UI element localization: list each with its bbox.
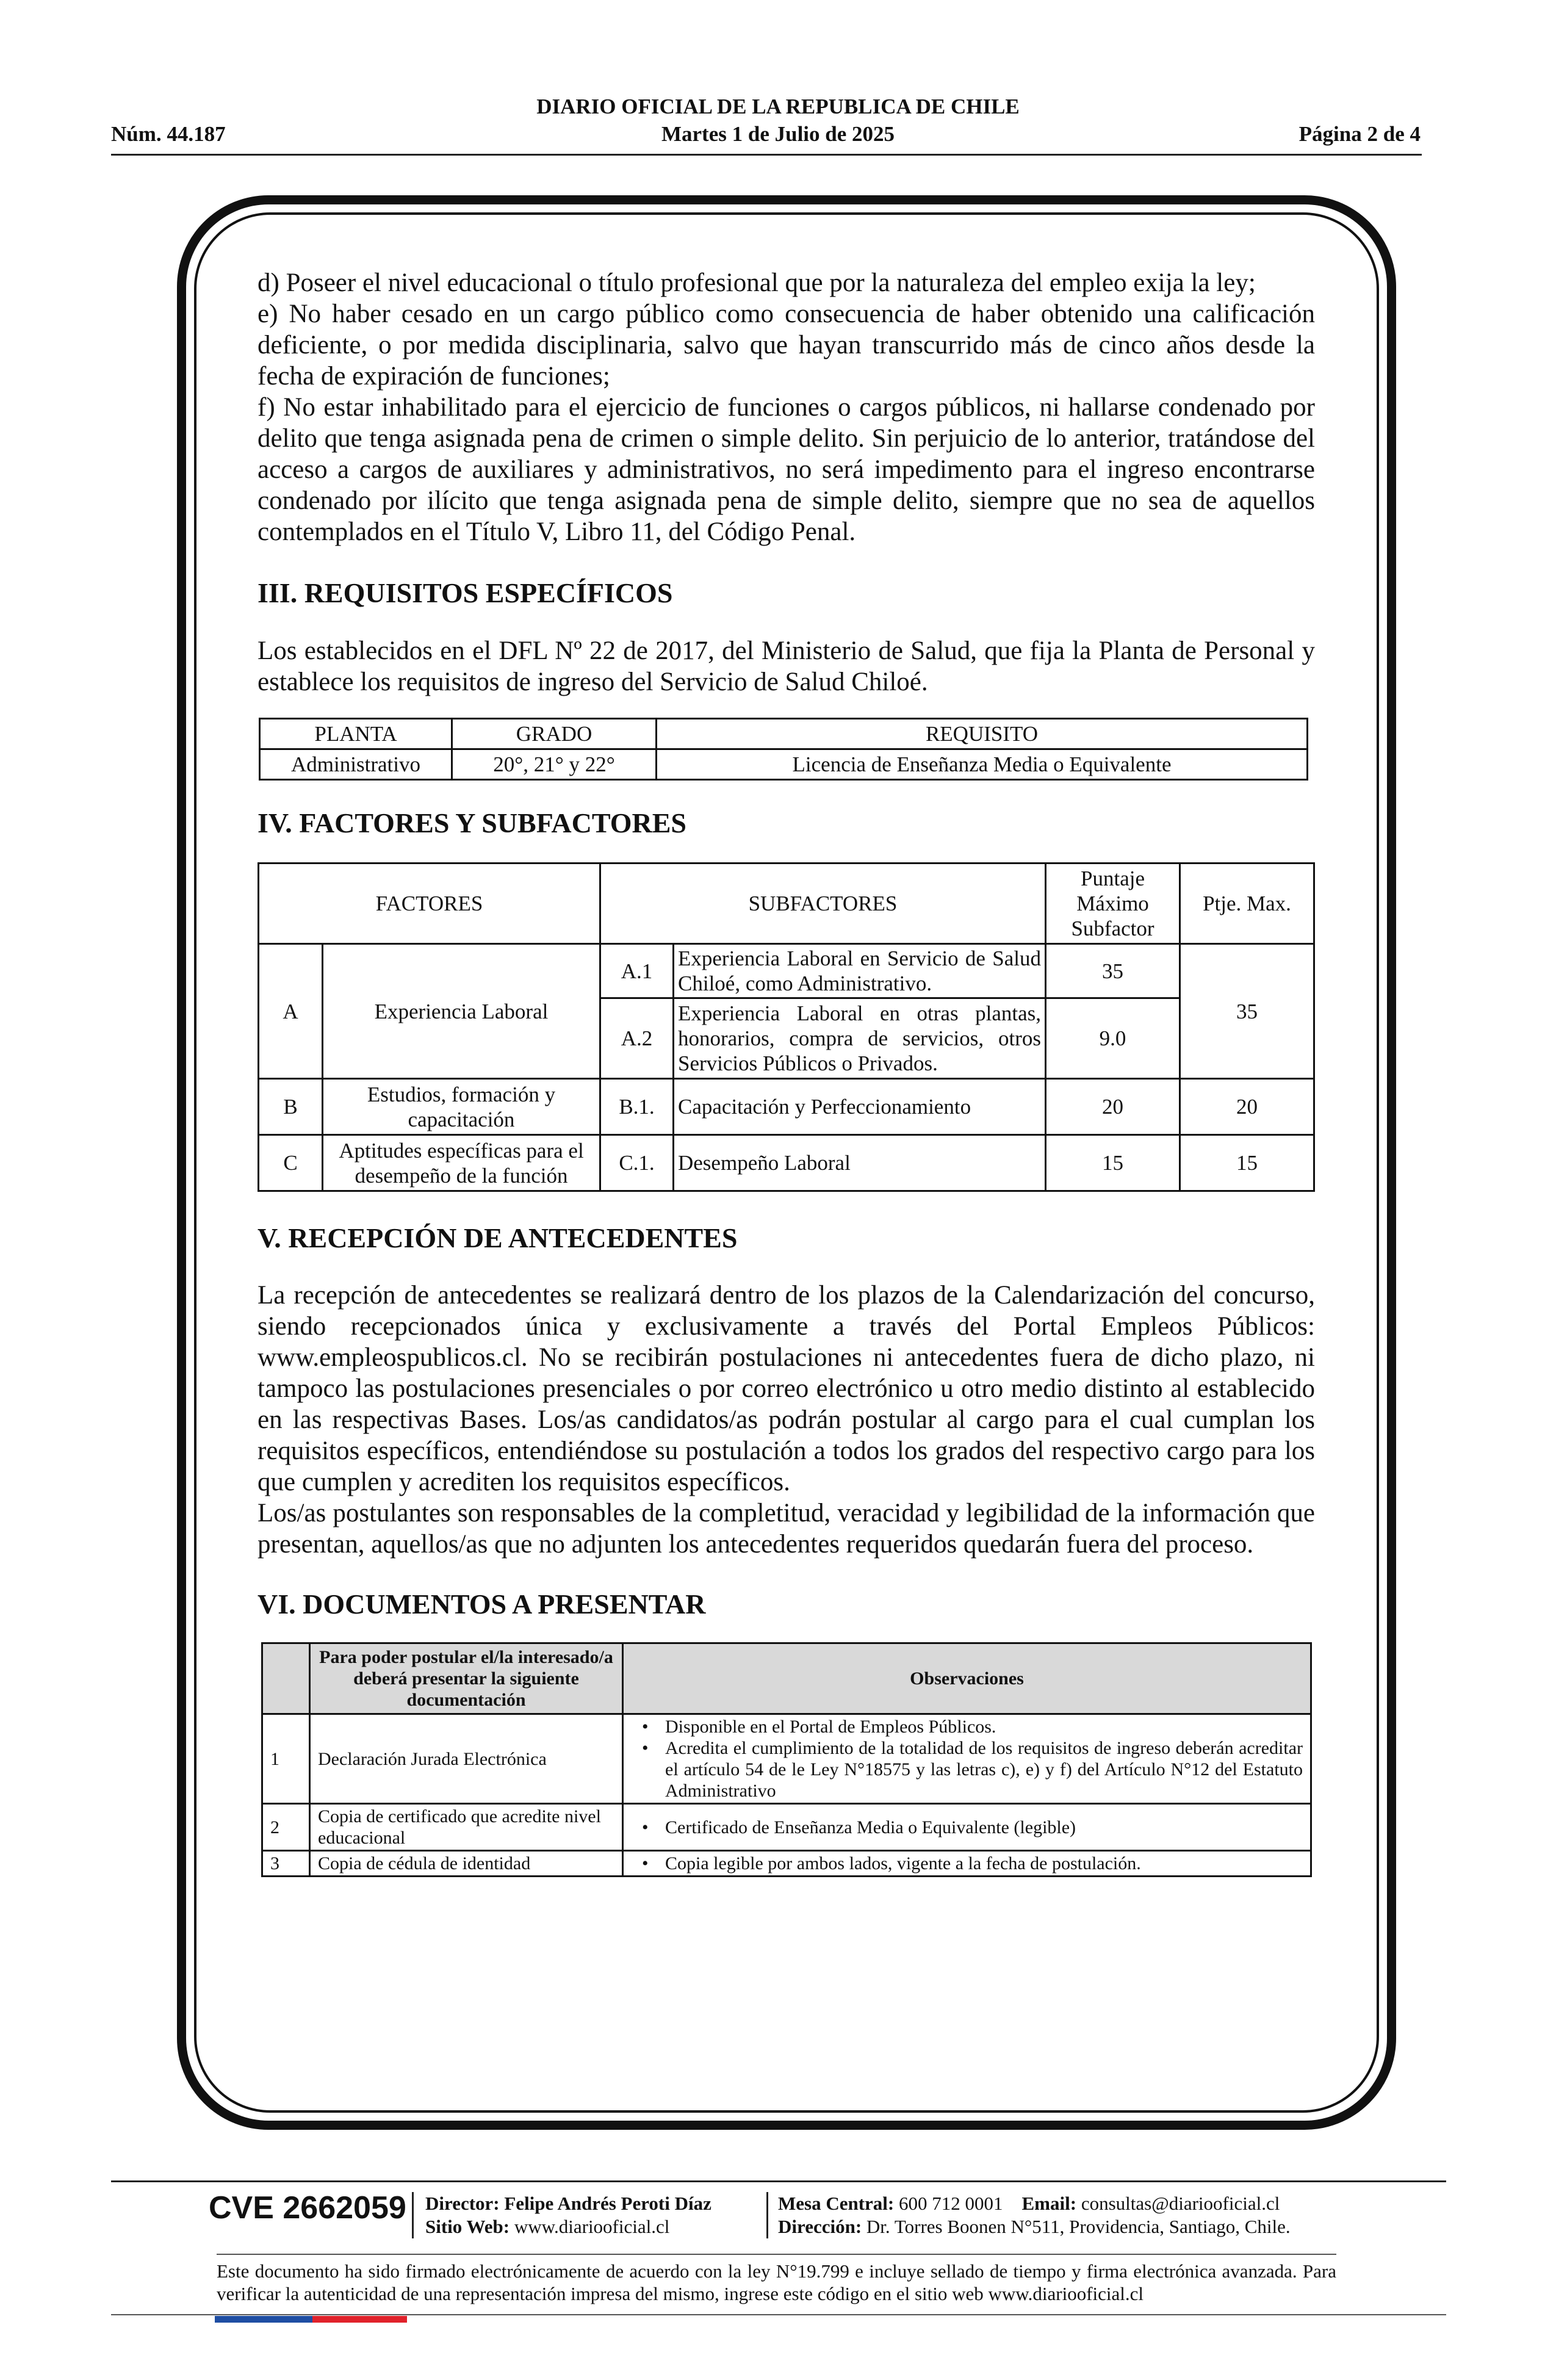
mesa-label: Mesa Central: (778, 2193, 895, 2214)
subfactor-code: A.2 (600, 998, 674, 1079)
site-label: Sitio Web: (425, 2216, 510, 2237)
documents-table (261, 1642, 1312, 1877)
cve-code: CVE 2662059 (209, 2190, 406, 2226)
table-row (259, 944, 1314, 998)
section-heading-requisitos: III. REQUISITOS ESPECÍFICOS (258, 577, 673, 608)
table-header-cell: Observaciones (623, 1643, 1311, 1714)
factor-max: 35 (1180, 944, 1314, 1079)
observations (623, 1851, 1311, 1877)
table-header-cell: GRADO (452, 719, 657, 749)
factor-name: Estudios, formación y capacitación (323, 1079, 600, 1135)
footer-contact-block (778, 2192, 1291, 2238)
document-name: Declaración Jurada Electrónica (310, 1714, 623, 1804)
section-heading-recepcion: V. RECEPCIÓN DE ANTECEDENTES (258, 1222, 738, 1253)
table-header-cell: PLANTA (260, 719, 452, 749)
section-text-recepcion-2: Los/as postulantes son responsables de la completitud, veracidad y legibilidad de la información que presentan, aquellos/as que no adjunten los antecedentes requeridos quedarán fuera del proceso. (258, 1499, 1315, 1559)
document-body (258, 267, 1315, 1877)
factor-name: Aptitudes específicas para el desempeño de la función (323, 1135, 600, 1191)
issue-date: Martes 1 de Julio de 2025 (661, 122, 895, 146)
table-header-row (262, 1643, 1311, 1714)
table-row (262, 1804, 1311, 1851)
factor-max: 20 (1180, 1079, 1314, 1135)
table-header-cell: SUBFACTORES (600, 864, 1046, 944)
row-number: 2 (262, 1804, 310, 1851)
section-text-recepcion: La recepción de antecedentes se realizará dentro de los plazos de la Calendarización del concurso, siendo recepcionados única y exclusivamente a través del Portal Empleos Públicos: www.empleospublicos.cl. No se recibirán postulaciones ni antecedentes fuera de dicho plazo, ni tampoco las postulaciones presenciales o por correo electrónico u otro medio distinto al establecido en las respectivas Bases. Los/as candidatos/as podrán postular al cargo para el cual cumplan los requisitos específicos, entendiéndose su postulación a todos los grados del respectivo cargo para los que cumplen y acrediten los requisitos específicos. (258, 1281, 1315, 1496)
requirement-f: f) No estar inhabilitado para el ejercicio de funciones o cargos públicos, ni hallarse condenado por delito que tenga asignada pena de crimen o simple delito. Sin perjuicio de lo anterior, tratándose del acceso a cargos de auxiliares y administrativos, no será impedimento para el ingreso encontrarse condenado por ilícito que tenga asignada pena de simple delito, siempre que no sea de aquellos contemplados en el Título V, Libro 11, del Código Penal. (258, 393, 1315, 546)
issue-number: Núm. 44.187 (111, 122, 226, 146)
observations (623, 1804, 1311, 1851)
table-row (260, 749, 1308, 780)
footer-rule (111, 2314, 1446, 2315)
section-heading-documentos: VI. DOCUMENTOS A PRESENTAR (258, 1588, 706, 1620)
document-name: Copia de certificado que acredite nivel educacional (310, 1804, 623, 1851)
director-name: Felipe Andrés Peroti Díaz (504, 2193, 711, 2214)
table-row (262, 1714, 1311, 1804)
address-text: Dr. Torres Boonen N°511, Providencia, Santiago, Chile. (866, 2216, 1291, 2237)
subfactor-name: Capacitación y Perfeccionamiento (674, 1079, 1046, 1135)
subfactor-code: C.1. (600, 1135, 674, 1191)
observation-item: • Acredita el cumplimiento de la totalidad de los requisitos de ingreso deberán acreditar el artículo 54 de le Ley N°18575 y las letras c), e) y f) del Artículo N°12 del Estatuto Administrativo (642, 1737, 1303, 1801)
table-header-cell (262, 1643, 310, 1714)
requirements-table (259, 718, 1308, 781)
footer-director-block (425, 2192, 711, 2238)
table-cell: Administrativo (260, 749, 452, 780)
footer-rule (217, 2254, 1336, 2255)
email-link[interactable]: consultas@diariooficial.cl (1081, 2193, 1280, 2214)
email-label: Email: (1021, 2193, 1077, 2214)
subfactor-name: Experiencia Laboral en Servicio de Salud Chiloé, como Administrativo. (674, 944, 1046, 998)
subfactor-points: 20 (1046, 1079, 1180, 1135)
subfactor-code: A.1 (600, 944, 674, 998)
section-heading-factores: IV. FACTORES Y SUBFACTORES (258, 807, 686, 838)
factor-letter: A (259, 944, 323, 1079)
observations (623, 1714, 1311, 1804)
table-row (259, 1135, 1314, 1191)
requirement-d: d) Poseer el nivel educacional o título profesional que por la naturaleza del empleo exija la ley; (258, 269, 1256, 297)
table-header-cell: Ptje. Max. (1180, 864, 1314, 944)
row-number: 1 (262, 1714, 310, 1804)
flag-stripe-red (312, 2316, 407, 2323)
observation-item: • Certificado de Enseñanza Media o Equivalente (legible) (642, 1817, 1303, 1838)
gazette-title: DIARIO OFICIAL DE LA REPUBLICA DE CHILE (536, 95, 1020, 118)
document-name: Copia de cédula de identidad (310, 1851, 623, 1877)
table-cell: 20°, 21° y 22° (452, 749, 657, 780)
flag-stripe-blue (215, 2316, 312, 2323)
factor-name: Experiencia Laboral (323, 944, 600, 1079)
header-rule (111, 154, 1422, 156)
table-header-row (260, 719, 1308, 749)
factors-table (258, 862, 1315, 1192)
factor-letter: B (259, 1079, 323, 1135)
row-number: 3 (262, 1851, 310, 1877)
subfactor-name: Experiencia Laboral en otras plantas, honorarios, compra de servicios, otros Servicios Públicos o Privados. (674, 998, 1046, 1079)
site-link[interactable]: www.diariooficial.cl (514, 2216, 670, 2237)
director-label: Director: (425, 2193, 500, 2214)
table-header-row (259, 864, 1314, 944)
observation-item: • Disponible en el Portal de Empleos Públicos. (642, 1716, 1303, 1737)
table-cell: Licencia de Enseñanza Media o Equivalente (657, 749, 1308, 780)
table-header-cell: FACTORES (259, 864, 600, 944)
subfactor-code: B.1. (600, 1079, 674, 1135)
table-header-cell: Para poder postular el/la interesado/a deberá presentar la siguiente documentación (310, 1643, 623, 1714)
section-text-requisitos: Los establecidos en el DFL Nº 22 de 2017, del Ministerio de Salud, que fija la Planta de Personal y establece los requisitos de ingreso del Servicio de Salud Chiloé. (258, 636, 1315, 696)
address-label: Dirección: (778, 2216, 862, 2237)
footer-divider (766, 2192, 768, 2238)
table-row (259, 1079, 1314, 1135)
factor-letter: C (259, 1135, 323, 1191)
footer-rule (111, 2180, 1446, 2182)
observation-item: • Copia legible por ambos lados, vigente a la fecha de postulación. (642, 1853, 1303, 1874)
signature-note: Este documento ha sido firmado electrónicamente de acuerdo con la ley N°19.799 e incluye sellado de tiempo y firma electrónica avanzada. Para verificar la autenticidad de una representación impresa del mismo, ingrese este código en el sitio web www.diariooficial.cl (217, 2260, 1336, 2304)
mesa-phone: 600 712 0001 (899, 2193, 1003, 2214)
factor-max: 15 (1180, 1135, 1314, 1191)
subfactor-points: 35 (1046, 944, 1180, 998)
requirement-e: e) No haber cesado en un cargo público como consecuencia de haber obtenido una calificación deficiente, o por medida disciplinaria, salvo que hayan transcurrido más de cinco años desde la fecha de expiración de funciones; (258, 300, 1315, 391)
table-header-cell: Puntaje Máximo Subfactor (1046, 864, 1180, 944)
table-header-cell: REQUISITO (657, 719, 1308, 749)
page-number: Página 2 de 4 (1298, 122, 1421, 146)
table-row (262, 1851, 1311, 1877)
subfactor-points: 15 (1046, 1135, 1180, 1191)
footer-divider (412, 2192, 414, 2238)
subfactor-name: Desempeño Laboral (674, 1135, 1046, 1191)
subfactor-points: 9.0 (1046, 998, 1180, 1079)
